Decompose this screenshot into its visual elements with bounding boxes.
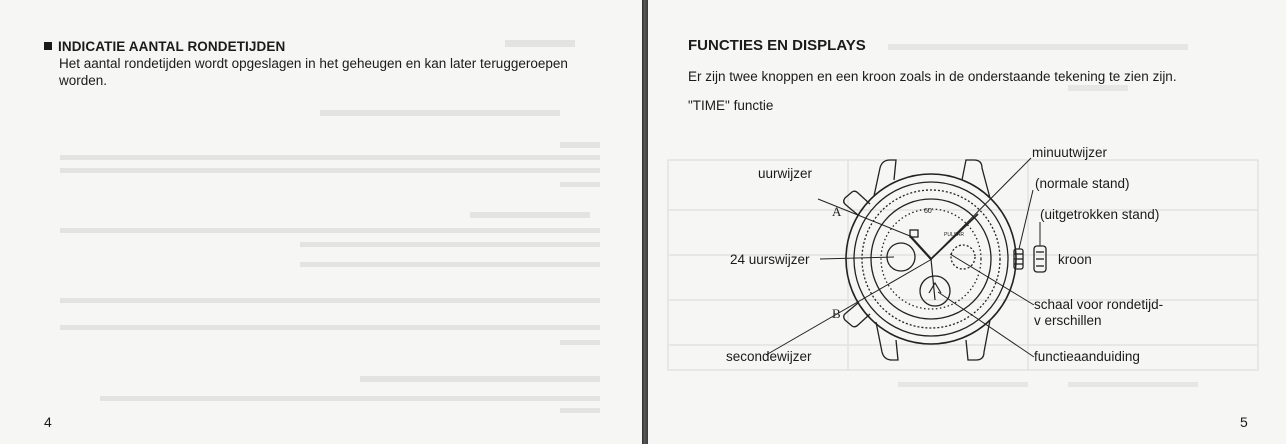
label-second-hand: secondewijzer: [726, 349, 812, 364]
label-pulled-position: (uitgetrokken stand): [1040, 207, 1160, 222]
button-a-label: A: [832, 204, 842, 219]
right-page: [648, 0, 1286, 444]
label-lap-scale-line2: v erschillen: [1034, 313, 1102, 328]
dial-60-label: 60: [924, 208, 932, 215]
hour-hand: [910, 236, 931, 259]
label-hour-hand: uurwijzer: [758, 166, 813, 181]
leader-normal-position: [1019, 190, 1033, 249]
label-lap-scale-line1: schaal voor rondetijd-: [1034, 297, 1164, 312]
watch-lug-bottom-left: [876, 322, 898, 360]
lap-count-heading-text: INDICATIE AANTAL RONDETIJDEN: [58, 39, 286, 54]
lap-count-paragraph: Het aantal rondetijden wordt opgeslagen in het geheugen en kan later teruggeroepen worden.: [59, 56, 568, 88]
functions-heading: FUNCTIES EN DISPLAYS: [688, 37, 866, 54]
watch-lug-top-right: [962, 160, 990, 198]
page-number-right: 5: [1240, 414, 1248, 430]
time-function-subheading: "TIME" functie: [688, 98, 774, 113]
label-function-indicator: functieaanduiding: [1034, 349, 1140, 364]
left-page: [0, 0, 642, 444]
square-bullet-icon: [44, 42, 52, 50]
watch-diagram: [648, 0, 1286, 444]
label-normal-position: (normale stand): [1035, 176, 1130, 191]
label-24h-hand: 24 uurswijzer: [730, 252, 810, 267]
lap-count-heading: [44, 39, 285, 54]
label-crown: kroon: [1058, 252, 1092, 267]
subdial-seconds: [920, 276, 950, 306]
watch-lug-top-left: [874, 160, 896, 196]
page-number-left: 4: [44, 414, 52, 430]
leader-function-indicator: [938, 292, 1034, 357]
functions-paragraph: Er zijn twee knoppen en een kroon zoals in de onderstaande tekening te zien zijn.: [688, 69, 1177, 84]
second-hand: [931, 259, 935, 300]
leader-minute-hand: [931, 158, 1031, 259]
label-minute-hand: minuutwijzer: [1032, 145, 1108, 160]
leader-24h: [820, 257, 894, 259]
button-b-label: B: [832, 306, 841, 321]
dial-brand-label: PULSAR: [944, 232, 965, 238]
leader-lap-scale: [950, 254, 1034, 305]
